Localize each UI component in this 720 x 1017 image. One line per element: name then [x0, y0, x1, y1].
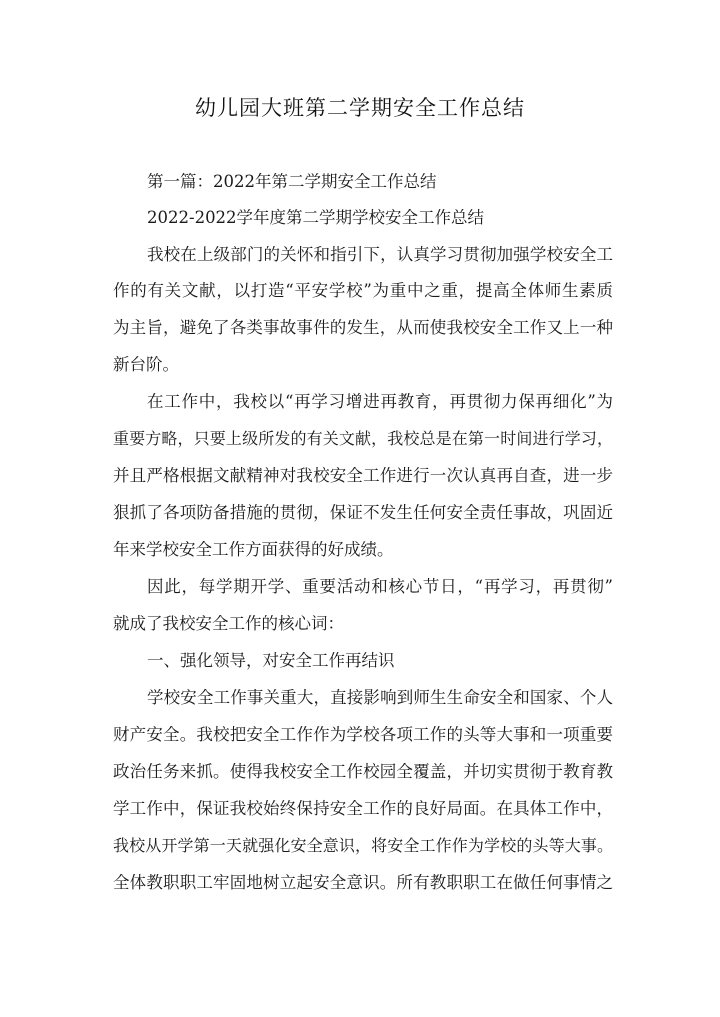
paragraph-line: 就成了我校安全工作的核心词： [113, 614, 344, 633]
paragraph-line: 年来学校安全工作方面获得的好成绩。 [113, 540, 394, 559]
document-subtitle: 2022-2022学年度第二学期学校安全工作总结 [147, 208, 485, 227]
paragraph-line: 狠抓了各项防备措施的贯彻，保证不发生任何安全责任事故，巩固近 [113, 503, 613, 522]
paragraph-line: 重要方略，只要上级所发的有关文献，我校总是在第一时间进行学习， [113, 429, 613, 448]
paragraph-line: 为主旨，避免了各类事故事件的发生，从而使我校安全工作又上一种 [113, 318, 613, 337]
paragraph-line: 并且严格根据文献精神对我校安全工作进行一次认真再自查，进一步 [113, 466, 613, 485]
section-heading-one: 一、强化领导，对安全工作再结识 [147, 651, 395, 670]
paragraph-line: 因此，每学期开学、重要活动和核心节日，“再学习，再贯彻” [147, 577, 613, 596]
paragraph-line: 在工作中，我校以“再学习增进再教育，再贯彻力保再细化”为 [147, 392, 613, 411]
paragraph-line: 新台阶。 [113, 355, 179, 374]
paragraph-line: 全体教职职工牢固地树立起安全意识。所有教职职工在做任何事情之 [113, 873, 613, 892]
paragraph-line: 政治任务来抓。使得我校安全工作校园全覆盖，并切实贯彻于教育教 [113, 762, 613, 781]
section-heading-part-one: 第一篇：2022年第二学期安全工作总结 [147, 172, 437, 191]
paragraph-line: 我校从开学第一天就强化安全意识，将安全工作作为学校的头等大事。 [113, 836, 613, 855]
paragraph-line: 我校在上级部门的关怀和指引下，认真学习贯彻加强学校安全工 [147, 245, 613, 264]
document-title: 幼儿园大班第二学期安全工作总结 [195, 96, 525, 120]
paragraph-line: 财产安全。我校把安全工作作为学校各项工作的头等大事和一项重要 [113, 725, 613, 744]
paragraph-line: 学工作中，保证我校始终保持安全工作的良好局面。在具体工作中， [113, 799, 613, 818]
paragraph-line: 作的有关文献，以打造“平安学校”为重中之重，提高全体师生素质 [113, 281, 613, 300]
paragraph-line: 学校安全工作事关重大，直接影响到师生生命安全和国家、个人 [147, 688, 613, 707]
